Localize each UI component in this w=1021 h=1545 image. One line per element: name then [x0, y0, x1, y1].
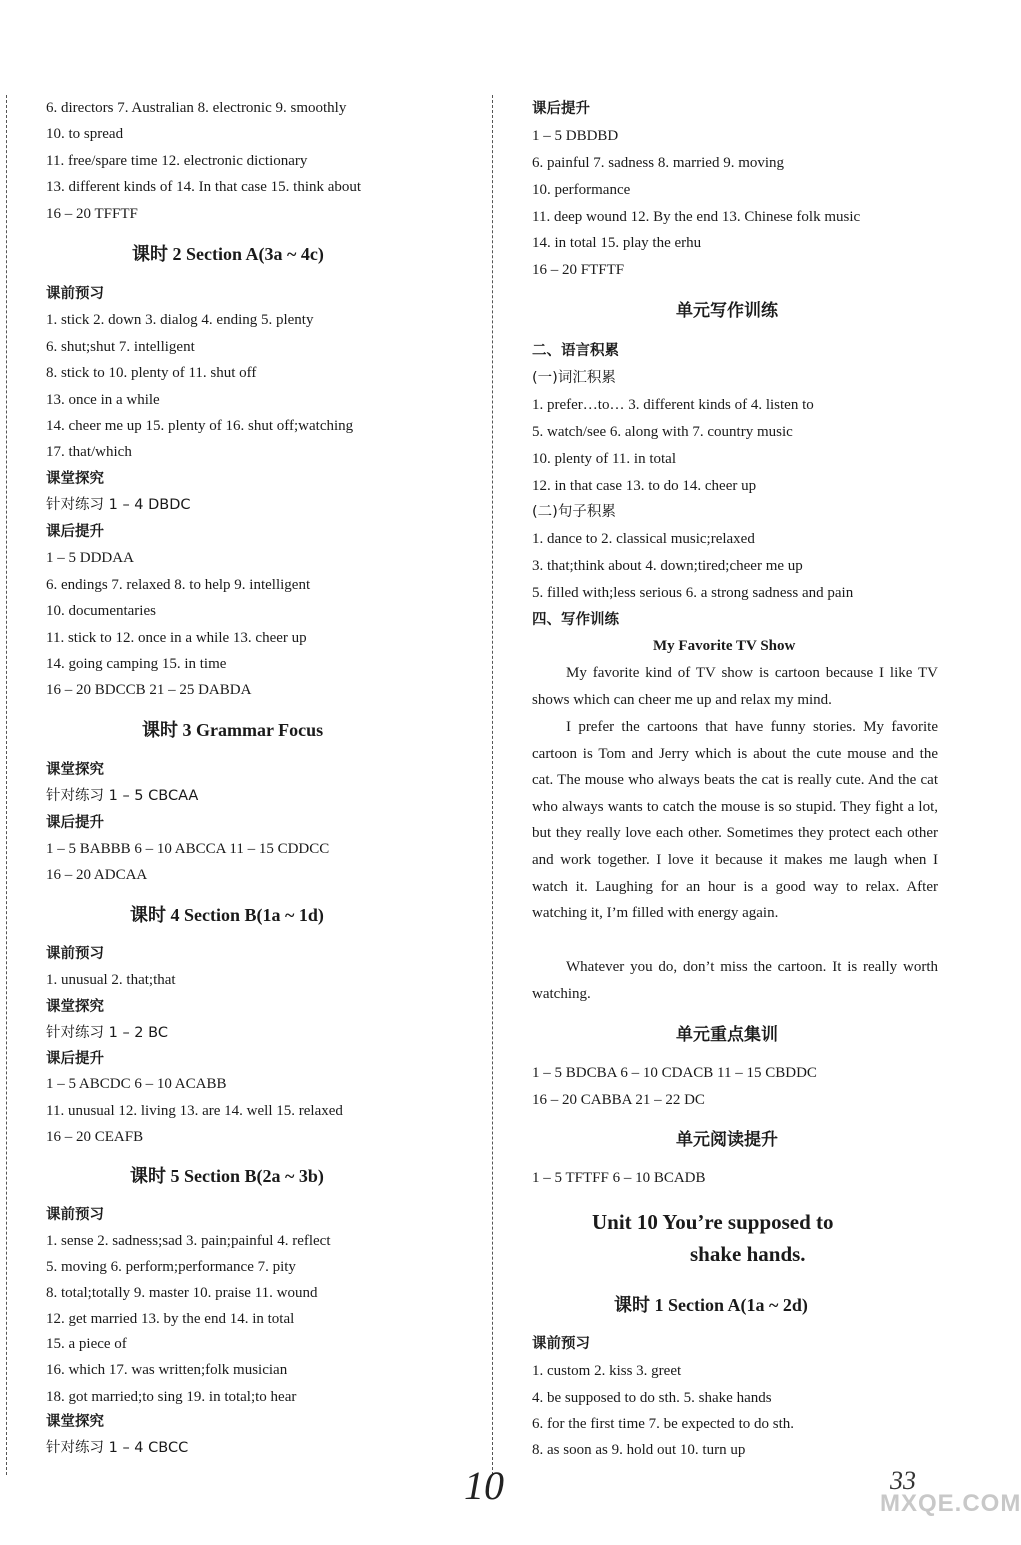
reading-heading: [676, 1127, 778, 1152]
answer-line: 14. in total 15. play the erhu: [532, 235, 702, 251]
answer-line: 8. as soon as 9. hold out 10. turn up: [532, 1442, 746, 1458]
answer-line: 1 – 5 TFTFF 6 – 10 BCADB: [532, 1170, 706, 1186]
answer-line: 1 – 5 DBDBD: [532, 128, 619, 144]
unit-title-line-2: shake hands.: [690, 1242, 806, 1266]
lesson-4-heading: 课时 4 Section B(1a ~ 1d): [130, 905, 324, 925]
answer-line: 1. stick 2. down 3. dialog 4. ending 5. plenty: [46, 312, 314, 328]
answer-line: 6. painful 7. sadness 8. married 9. moving: [532, 155, 785, 171]
answer-line: 8. stick to 10. plenty of 11. shut off: [46, 365, 257, 381]
focus-heading-text: 单元重点集训: [676, 1025, 778, 1045]
answer-line: 8. total;totally 9. master 10. praise 11. wound: [46, 1285, 318, 1301]
answer-line: 10. documentaries: [46, 603, 156, 619]
section-label: 二、语言积累: [532, 343, 619, 359]
essay-paragraph-2: I prefer the cartoons that have funny stories. My favorite cartoon is Tom and Jerry which is about the cute mouse and the cat. The mouse who always beats the cat is really cute. And the cat who always wants to catch the mouse is so stupid. They fight a lot, but they really love each other. Sometimes they protect each other and work together. I love it because it makes me laugh when I watch it. Laughing for an hour is a good way to relax. After watching it, I’m filled with energy again.: [532, 719, 938, 922]
answer-line: 10. to spread: [46, 126, 124, 142]
answer-line: 11. stick to 12. once in a while 13. cheer up: [46, 630, 307, 646]
answer-line: 13. once in a while: [46, 392, 160, 408]
practice-line: 针对练习 1 – 4 DBDC: [46, 497, 191, 513]
focus-heading: [676, 1022, 778, 1047]
answer-line: 5. watch/see 6. along with 7. country music: [532, 424, 793, 440]
answer-line: 14. cheer me up 15. plenty of 16. shut off;watching: [46, 418, 354, 434]
writing-heading-text: 单元写作训练: [676, 301, 778, 321]
unit-title-line-1: Unit 10 You’re supposed to: [592, 1210, 834, 1234]
answer-line: 6. endings 7. relaxed 8. to help 9. intelligent: [46, 577, 311, 593]
answer-line: 1. prefer…to… 3. different kinds of 4. listen to: [532, 397, 814, 413]
section-label: 课堂探究: [46, 762, 104, 778]
answer-line: 11. free/spare time 12. electronic dictionary: [46, 153, 308, 169]
section-label: 课后提升: [46, 1051, 104, 1067]
answer-line: 6. directors 7. Australian 8. electronic 9. smoothly: [46, 100, 347, 116]
section-label: 课前预习: [46, 286, 104, 302]
answer-line: 16. which 17. was written;folk musician: [46, 1362, 288, 1378]
answer-line: 10. plenty of 11. in total: [532, 451, 677, 467]
answer-line: 1. sense 2. sadness;sad 3. pain;painful 4. reflect: [46, 1233, 331, 1249]
answer-line: 1. unusual 2. that;that: [46, 972, 176, 988]
practice-line: 针对练习 1 – 2 BC: [46, 1025, 168, 1041]
answer-line: 5. filled with;less serious 6. a strong sadness and pain: [532, 585, 854, 601]
answer-line: 1. dance to 2. classical music;relaxed: [532, 531, 755, 547]
handwritten-page-mark: 10: [464, 1463, 504, 1508]
answer-line: 16 – 20 CABBA 21 – 22 DC: [532, 1092, 705, 1108]
reading-heading-text: 单元阅读提升: [676, 1130, 778, 1150]
center-dashed-line: [492, 95, 493, 1475]
answer-line: 1 – 5 BDCBA 6 – 10 CDACB 11 – 15 CBDDC: [532, 1065, 817, 1081]
essay-paragraph-3: Whatever you do, don’t miss the cartoon. It is really worth watching.: [532, 959, 938, 1002]
lesson-5-heading: 课时 5 Section B(2a ~ 3b): [130, 1166, 324, 1186]
answer-line: 10. performance: [532, 182, 631, 198]
answer-line: 1 – 5 ABCDC 6 – 10 ACABB: [46, 1076, 227, 1092]
page-number: 33: [890, 1466, 916, 1495]
answer-line: 1 – 5 DDDAA: [46, 550, 134, 566]
left-margin-dashed-line: [6, 95, 7, 1475]
section-label: 课前预习: [46, 946, 104, 962]
answer-line: 12. get married 13. by the end 14. in total: [46, 1311, 295, 1327]
unit10-lesson-1-heading: 课时 1 Section A(1a ~ 2d): [614, 1295, 808, 1315]
answer-line: 18. got married;to sing 19. in total;to hear: [46, 1389, 297, 1405]
section-label: 课后提升: [46, 815, 104, 831]
sub-section-label: (二)句子积累: [532, 504, 616, 520]
sub-section-label: (一)词汇积累: [532, 370, 616, 386]
answer-line: 16 – 20 ADCAA: [46, 867, 148, 883]
answer-line: 16 – 20 FTFTF: [532, 262, 625, 278]
answer-line: 16 – 20 TFFTF: [46, 206, 138, 222]
answer-line: 13. different kinds of 14. In that case 15. think about: [46, 179, 362, 195]
section-label: 课后提升: [532, 101, 590, 117]
answer-line: 4. be supposed to do sth. 5. shake hands: [532, 1390, 772, 1406]
answer-line: 1. custom 2. kiss 3. greet: [532, 1363, 682, 1379]
answer-line: 17. that/which: [46, 444, 132, 460]
section-label: 课前预习: [532, 1336, 590, 1352]
watermark: MXQE.COM: [880, 1490, 1021, 1517]
answer-line: 11. deep wound 12. By the end 13. Chinese folk music: [532, 209, 861, 225]
section-label: 课堂探究: [46, 1414, 104, 1430]
writing-heading: [676, 298, 778, 323]
practice-line: 针对练习 1 – 5 CBCAA: [46, 788, 199, 804]
answer-line: 6. for the first time 7. be expected to do sth.: [532, 1416, 795, 1432]
lesson-2-heading: 课时 2 Section A(3a ~ 4c): [132, 244, 324, 264]
answer-line: 3. that;think about 4. down;tired;cheer me up: [532, 558, 803, 574]
answer-line: 6. shut;shut 7. intelligent: [46, 339, 195, 355]
section-label: 课后提升: [46, 524, 104, 540]
answer-line: 16 – 20 CEAFB: [46, 1129, 144, 1145]
section-label: 课堂探究: [46, 999, 104, 1015]
answer-line: 1 – 5 BABBB 6 – 10 ABCCA 11 – 15 CDDCC: [46, 841, 330, 857]
answer-line: 5. moving 6. perform;performance 7. pity: [46, 1259, 296, 1275]
section-label: 课前预习: [46, 1207, 104, 1223]
answer-line: 11. unusual 12. living 13. are 14. well 15. relaxed: [46, 1103, 343, 1119]
essay-paragraph-1: My favorite kind of TV show is cartoon because I like TV shows which can cheer me up and relax my mind.: [532, 665, 938, 708]
essay-title: My Favorite TV Show: [653, 638, 796, 654]
answer-line: 15. a piece of: [46, 1336, 127, 1352]
section-label: 四、写作训练: [532, 612, 619, 628]
practice-line: 针对练习 1 – 4 CBCC: [46, 1440, 189, 1456]
answer-line: 14. going camping 15. in time: [46, 656, 227, 672]
answer-line: 16 – 20 BDCCB 21 – 25 DABDA: [46, 682, 252, 698]
section-label: 课堂探究: [46, 471, 104, 487]
lesson-3-heading: 课时 3 Grammar Focus: [142, 720, 324, 740]
answer-line: 12. in that case 13. to do 14. cheer up: [532, 478, 757, 494]
